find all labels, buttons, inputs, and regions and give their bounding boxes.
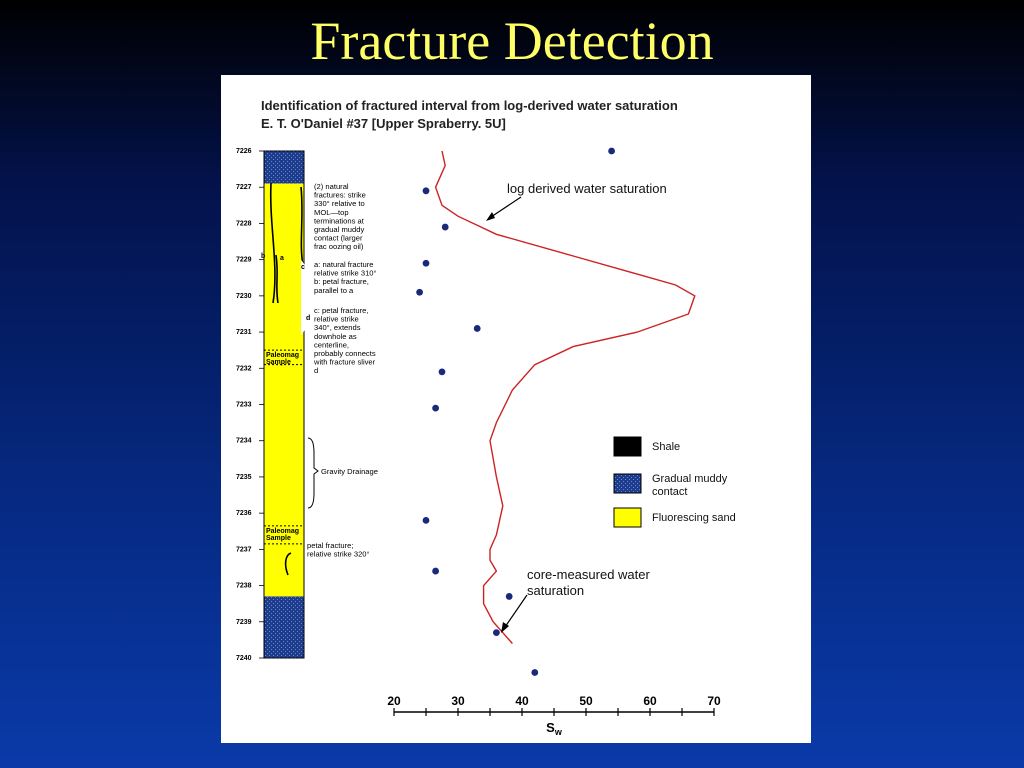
x-tick-label: 60 — [643, 694, 657, 708]
core-annotations — [307, 182, 378, 559]
x-tick-label: 20 — [387, 694, 401, 708]
core-segment-muddy — [264, 151, 304, 184]
core-segment-muddy — [264, 596, 304, 658]
annotation-natural-fractures: terminations at — [314, 216, 364, 226]
annotation-natural-fractures: contact (larger — [314, 233, 363, 243]
fracture-letter: a — [280, 255, 284, 262]
annotation-petal-fracture: relative strike 320° — [307, 549, 370, 559]
core-saturation-point — [432, 405, 439, 412]
legend-label: Shale — [652, 441, 681, 453]
annotation-fracture-c-d: 340°, extends — [314, 323, 361, 333]
core-saturation-arrow — [505, 595, 527, 627]
fracture-letter: d — [306, 315, 311, 322]
x-axis — [387, 694, 721, 737]
core-saturation-point — [423, 517, 430, 524]
depth-label: 7227 — [236, 184, 252, 192]
log-saturation-label: log derived water saturation — [507, 181, 667, 196]
depth-label: 7238 — [236, 582, 252, 590]
annotation-natural-fractures: fractures: strike — [314, 190, 366, 200]
core-saturation-point — [432, 568, 439, 575]
x-tick-label: 30 — [451, 694, 465, 708]
x-tick-label: 40 — [515, 694, 529, 708]
figure-title-line2: E. T. O'Daniel #37 [Upper Spraberry. 5U] — [261, 116, 506, 131]
annotation-fracture-c-d: c: petal fracture, — [314, 306, 369, 315]
x-tick-label: 70 — [707, 694, 721, 708]
annotation-natural-fractures: gradual muddy — [314, 225, 365, 234]
fracture-void — [301, 260, 310, 335]
core-saturation-point — [442, 224, 449, 231]
chart-area — [416, 148, 695, 676]
core-saturation-point — [493, 629, 500, 636]
annotation-gravity-drainage: Gravity Drainage — [321, 467, 378, 476]
depth-label: 7228 — [236, 220, 252, 228]
gravity-drainage-brace — [308, 438, 318, 508]
depth-label: 7239 — [236, 618, 252, 626]
annotation-fracture-c-d: downhole as — [314, 331, 357, 341]
legend-label: contact — [652, 486, 688, 498]
depth-label: 7226 — [236, 148, 252, 155]
depth-label: 7232 — [236, 365, 252, 373]
annotation-fracture-c-d: with fracture sliver — [314, 357, 376, 367]
annotation-natural-fractures: (2) natural — [314, 182, 349, 191]
sample-marker-label: Sample — [266, 534, 291, 542]
legend — [614, 437, 736, 527]
core-saturation-point — [474, 325, 481, 332]
annotation-petal-fracture: petal fracture; — [307, 541, 354, 550]
slide-title: Fracture Detection — [310, 11, 714, 71]
annotation-fracture-a-b: relative strike 310° — [314, 268, 377, 278]
core-saturation-point — [416, 289, 423, 296]
annotation-fracture-a-b: a: natural fracture — [314, 260, 374, 269]
figure-svg — [221, 75, 811, 743]
legend-swatch — [614, 508, 641, 527]
fracture-letter: b — [261, 253, 266, 260]
depth-axis — [236, 148, 264, 662]
core-saturation-point — [423, 187, 430, 194]
core-saturation-label: core-measured water — [527, 567, 650, 582]
x-axis-label-subscript: w — [554, 727, 562, 737]
core-saturation-point — [608, 148, 615, 155]
core-saturation-point — [506, 593, 513, 600]
annotation-fracture-a-b: parallel to a — [314, 285, 354, 295]
figure-title-line1: Identification of fractured interval from log-derived water saturation — [261, 98, 678, 113]
annotation-fracture-c-d: centerline, — [314, 340, 350, 350]
depth-label: 7230 — [236, 292, 252, 300]
annotation-natural-fractures: frac oozing oil) — [314, 242, 364, 252]
log-saturation-arrow — [491, 197, 521, 217]
core-column — [261, 151, 310, 658]
depth-label: 7231 — [236, 329, 252, 337]
depth-label: 7233 — [236, 401, 252, 409]
legend-label: Fluorescing sand — [652, 512, 736, 524]
annotation-fracture-a-b: b: petal fracture, — [314, 277, 369, 287]
annotation-natural-fractures: MOL—top — [314, 207, 349, 217]
legend-label: Gradual muddy — [652, 473, 728, 485]
x-tick-label: 50 — [579, 694, 593, 708]
sample-marker-label: Paleomag — [266, 527, 300, 535]
core-saturation-point — [423, 260, 430, 267]
sample-marker-label: Sample — [266, 359, 291, 367]
annotation-fracture-c-d: probably connects — [314, 349, 376, 358]
depth-label: 7229 — [236, 256, 252, 264]
depth-label: 7236 — [236, 510, 252, 518]
log-saturation-arrowhead — [486, 212, 495, 221]
depth-label: 7237 — [236, 546, 252, 554]
sample-marker-label: Paleomag — [266, 352, 300, 360]
depth-label: 7235 — [236, 473, 252, 481]
core-saturation-point — [531, 669, 538, 676]
core-saturation-label: saturation — [527, 583, 585, 598]
figure-panel — [221, 75, 811, 743]
depth-label: 7234 — [236, 437, 252, 445]
core-saturation-point — [439, 369, 446, 376]
annotation-natural-fractures: 330° relative to — [314, 199, 365, 209]
legend-swatch — [614, 437, 641, 456]
legend-swatch — [614, 474, 641, 493]
depth-label: 7240 — [236, 655, 252, 662]
annotation-fracture-c-d: d — [314, 366, 319, 376]
fracture-letter: c — [301, 264, 305, 271]
x-axis-label: $S_w$ — [546, 720, 562, 737]
annotation-fracture-c-d: relative strike — [314, 314, 359, 324]
